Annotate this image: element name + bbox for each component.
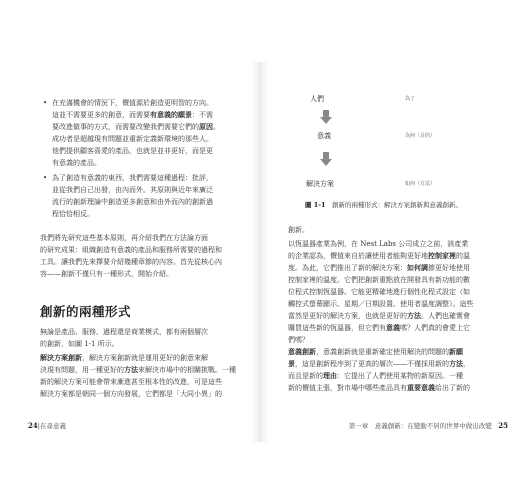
text-line: 新的價值主張，對市場中哪些產品具有重要意義給出了新的 — [288, 383, 470, 392]
bullet-2-text — [52, 172, 248, 220]
text-line: 景，這是創新程序到了更高的層次——不僅採用新的方法， — [288, 359, 470, 368]
figure-label-meaning: 意義 — [317, 132, 331, 140]
text-line: 有意義的產品。 — [52, 159, 101, 167]
text-line: 為了創造有意義的東西，我們需要這種過程：批評， — [52, 174, 213, 182]
figure-caption — [305, 200, 462, 209]
intro-paragraph — [40, 232, 252, 280]
text-line: 的創新，如圖 1-1 所示。 — [40, 340, 119, 348]
bullet-1-text — [52, 97, 248, 169]
left-folio — [28, 421, 66, 430]
figure-label-people: 人們 — [310, 95, 324, 103]
figure-note-for: 為了 — [405, 96, 416, 102]
caption-number: 圖 1-1 — [305, 201, 326, 209]
text-line: 這並不需要更多的創意，而需要有意義的願景：不需 — [52, 110, 213, 119]
bullet-dot: • — [43, 174, 48, 182]
text-line: 的企業認為，價值來自於讓使用者能夠更好地控制家裡的溫 — [288, 251, 470, 260]
bullet-item-1 — [43, 97, 248, 169]
text-line: 我們將先研究這些基本原則，再介紹我們在方法論方面 — [40, 234, 208, 242]
text-line: 無論是產品、服務、過程還是商業模式，都有兩個層次 — [40, 328, 208, 336]
text-line: 工具。讓我們先來擇要介紹幾種章節的內容。首先從核心內 — [40, 258, 222, 266]
text-line: 流行的創新理論中創造更多創意和由外而內的創新過 — [52, 198, 213, 206]
text-line: 決現有問題，用一種更好的方法來解決市場中的相關挑戰。一種 — [40, 365, 236, 374]
text-line: 以恆溫器產業為例，在 Nest Labs 公司成立之前，該產業 — [288, 240, 469, 248]
text-line: 們嗎？ — [288, 336, 309, 344]
text-line: 度。為此，它們推出了新的解決方案：如何調節更好地使用 — [288, 263, 470, 272]
bullet-item-2 — [43, 172, 248, 220]
text-line: 位程式控制恆溫器。它能更精確地進行個性化程式設定（如 — [288, 288, 470, 296]
solution-paragraph — [40, 352, 252, 400]
text-line: 並從我們自己出發，由內而外。其原則與近年來廣泛 — [52, 186, 213, 194]
left-page-number: 24 — [28, 421, 38, 430]
thermostat-paragraph — [288, 238, 500, 394]
text-line: 解決方案創新，解決方案創新就是運用更好的創意來解 — [40, 353, 208, 362]
caption-text: 創新的兩種形式：解決方案創新與意義創新。 — [332, 201, 463, 209]
text-line: 容——創新不僅只有一種形式，開始介紹。 — [40, 270, 173, 278]
left-running-title: |在尋意義 — [37, 422, 66, 430]
text-line: 當然是更好的解決方案，也就是更好的方法。人們也確實會 — [288, 311, 470, 320]
text-line: 控制家裡的溫度。它們把創新重點放在開發具有新功能的數 — [288, 276, 470, 284]
figure-1-1 — [306, 94, 463, 214]
text-line: 而且是新的理由：它提出了人們使用某物的新原因。一種 — [288, 371, 463, 380]
down-arrow-icon — [320, 152, 332, 166]
text-line: 在充滿機會的情況下，價值源於創造更明智的方向。 — [52, 99, 213, 107]
text-line: 解決方案都是朝同一個方向發展，它們都是「大同小異」的 — [40, 390, 222, 398]
text-line: 程恰恰相反。 — [52, 210, 94, 218]
text-line: 新的解決方案可能會帶來漸進甚至根本性的改進，可是這些 — [40, 378, 222, 386]
text-line: 他們提供顧客喜愛的產品，也就是並非更好，而是更 — [52, 147, 213, 155]
heading-paragraph — [40, 326, 252, 350]
book-spread — [0, 62, 520, 442]
right-folio — [349, 421, 508, 430]
down-arrow-icon — [320, 110, 332, 124]
bullet-dot: • — [43, 99, 48, 107]
text-line: 意義創新，意義創新就是重新確定使用解決的問題的新願 — [288, 347, 463, 356]
text-line: 的研究成果：組織創造有意義的產品和服務所需要的過程和 — [40, 246, 222, 254]
text-line: 要改進做事的方式，而需要改變我們需要它們的原因。 — [52, 122, 220, 131]
figure-label-solution: 解決方案 — [306, 180, 334, 188]
continuation-line: 創新。 — [288, 226, 309, 234]
text-line: 購買這些新的恆溫器，但它們有意義嗎？人們真的會愛上它 — [288, 323, 470, 332]
figure-note-why: 為何（目的） — [405, 133, 436, 139]
left-page — [0, 62, 260, 442]
section-heading: 創新的兩種形式 — [40, 304, 132, 319]
text-line: 觸控式螢幕顯示、星期／日期設置、使用者溫度調整）。這些 — [288, 300, 474, 308]
figure-note-how: 如何（方法） — [405, 181, 436, 187]
text-line: 成功者是超越現有問題並重新定義新環境的那些人。 — [52, 135, 213, 143]
right-running-title: 第一章 意義創新：在變動不居的世界中做出改變 — [348, 422, 492, 430]
right-page-number: 25 — [498, 421, 508, 430]
